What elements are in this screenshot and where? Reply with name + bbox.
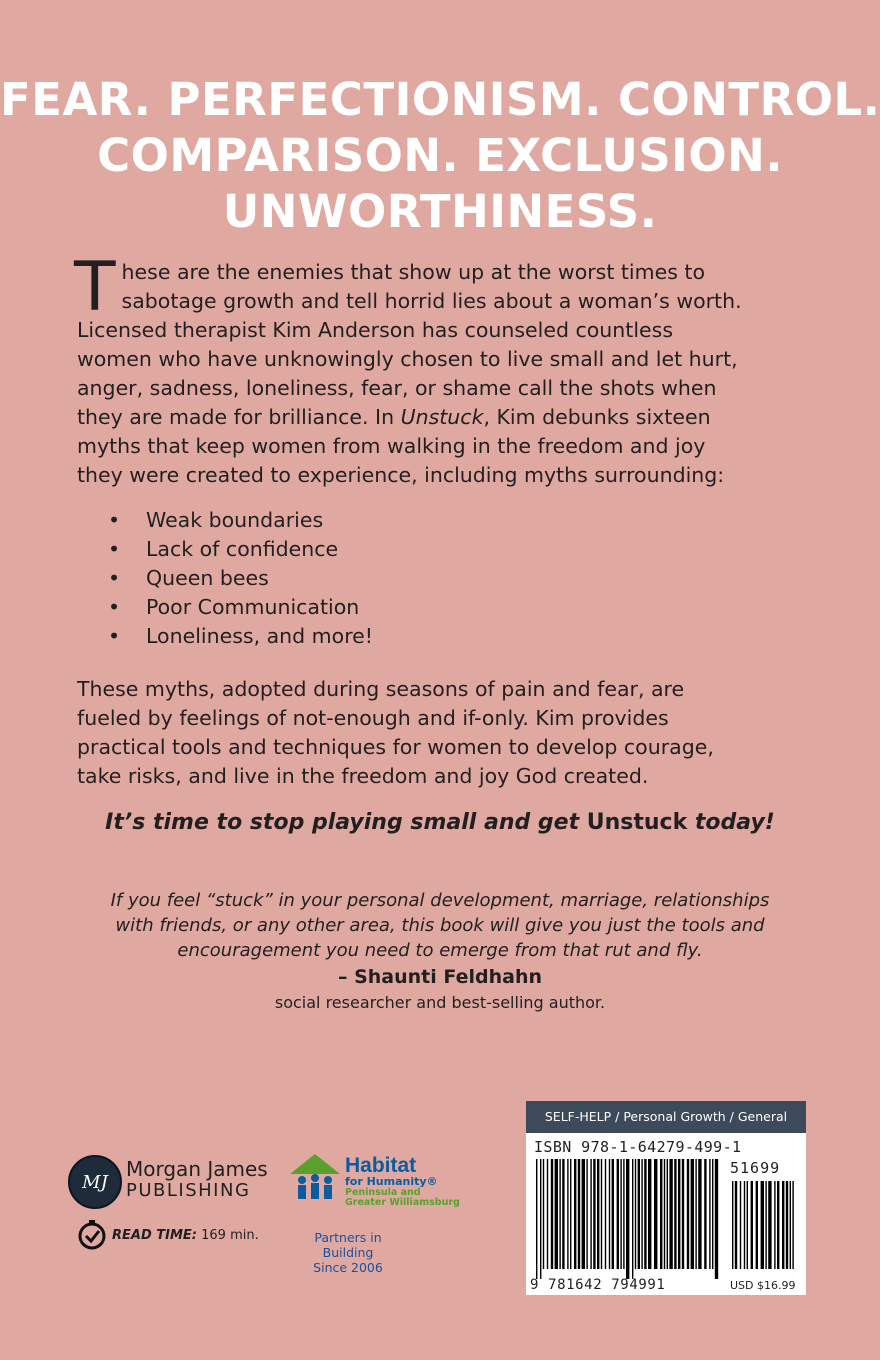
habitat-line1: Habitat: [345, 1154, 417, 1177]
barcode-bar: [605, 1159, 606, 1269]
habitat-line2: for Humanity®: [345, 1175, 438, 1188]
ean-digits: 9 781642 794991: [530, 1277, 666, 1293]
barcode-bar: [586, 1159, 587, 1269]
barcode-bar: [620, 1159, 621, 1269]
barcode-bar: [774, 1181, 775, 1269]
intro-line: hese are the enemies that show up at the worst times to: [121, 260, 705, 284]
endorsement-quote: [0, 888, 880, 963]
paragraph-line: take risks, and live in the freedom and joy God created.: [77, 764, 649, 788]
intro-text: , Kim debunks sixteen: [483, 405, 711, 429]
habitat-sub-line2: Since 2006: [313, 1260, 383, 1275]
publisher-logo-icon: MJ: [68, 1155, 122, 1209]
list-item: [108, 593, 373, 622]
tagline-book-title: Unstuck: [586, 810, 688, 835]
barcode-bar: [667, 1159, 668, 1269]
barcode-bar: [570, 1159, 571, 1269]
tagline-text: today!: [687, 810, 775, 835]
addon-number: 51699: [730, 1159, 781, 1177]
headline-line: FEAR. PERFECTIONISM. CONTROL.: [0, 73, 880, 126]
barcode-bar: [761, 1181, 764, 1269]
barcode-bar: [543, 1159, 544, 1269]
barcode-bar: [547, 1159, 548, 1269]
barcode-bar: [687, 1159, 689, 1269]
read-time-label: READ TIME:: [112, 1228, 197, 1243]
bullet-icon: •: [108, 595, 121, 619]
barcode-bar: [597, 1159, 599, 1269]
barcode-bar: [709, 1159, 710, 1269]
barcode-bar: [574, 1159, 576, 1269]
bullet-icon: •: [108, 508, 121, 532]
bullet-icon: •: [108, 624, 121, 648]
barcode-bar: [751, 1181, 753, 1269]
barcode-bar: [654, 1159, 657, 1269]
barcode-bar: [559, 1159, 560, 1269]
barcode-bar: [782, 1181, 784, 1269]
addon-barcode: [730, 1181, 798, 1279]
quote-line: If you feel “stuck” in your personal development, marriage, relationships: [110, 890, 770, 911]
isbn-text: ISBN 978-1-64279-499-1: [534, 1138, 742, 1156]
barcode-bar: [740, 1181, 741, 1269]
list-item-text: Loneliness, and more!: [146, 624, 374, 648]
headline-line: UNWORTHINESS.: [222, 185, 658, 238]
barcode-bar: [777, 1181, 779, 1269]
intro-line: women who have unknowingly chosen to live small and let hurt,: [77, 347, 738, 371]
list-item: [108, 622, 373, 651]
barcode-bar: [567, 1159, 568, 1269]
endorser-role: social researcher and best-selling author.: [274, 993, 606, 1012]
category-label: SELF-HELP / Personal Growth / General: [526, 1101, 806, 1133]
quote-line: encouragement you need to emerge from that rut and fly.: [177, 940, 703, 961]
barcode-bar: [747, 1181, 748, 1269]
barcode-bar: [626, 1159, 629, 1279]
habitat-line3: Peninsula and: [345, 1187, 421, 1198]
barcode-bar: [590, 1159, 591, 1269]
bullet-icon: •: [108, 537, 121, 561]
barcode-bar: [674, 1159, 676, 1269]
barcode-bar: [578, 1159, 580, 1269]
list-item-text: Queen bees: [146, 566, 269, 590]
list-item: [108, 535, 373, 564]
intro-line: sabotage growth and tell horrid lies about a woman’s worth.: [121, 289, 742, 313]
barcode-bar: [593, 1159, 595, 1269]
paragraph-line: fueled by feelings of not-enough and if-only. Kim provides: [77, 706, 669, 730]
intro-line: myths that keep women from walking in the freedom and joy: [77, 434, 706, 458]
barcode-bar: [644, 1159, 646, 1269]
habitat-wordmark: [345, 1156, 460, 1208]
intro-text: they are made for brilliance. In: [77, 405, 401, 429]
barcode-bar: [623, 1159, 624, 1269]
habitat-partnership: [293, 1230, 403, 1275]
endorser-name: – Shaunti Feldhahn: [337, 966, 543, 988]
barcode-bar: [582, 1159, 585, 1269]
tagline-text: It’s time to stop playing small and get: [105, 810, 587, 835]
barcode-bar: [612, 1159, 614, 1269]
second-paragraph: [77, 675, 817, 791]
paragraph-line: practical tools and techniques for women to develop courage,: [77, 735, 714, 759]
read-time-value: 169 min.: [201, 1228, 259, 1243]
habitat-house-icon: [288, 1152, 342, 1200]
list-item: [108, 564, 373, 593]
tagline: [0, 810, 880, 835]
barcode-panel: [526, 1101, 806, 1295]
intro-line: anger, sadness, loneliness, fear, or shame call the shots when: [77, 376, 717, 400]
barcode-bar: [635, 1159, 636, 1269]
headline-line: COMPARISON. EXCLUSION.: [97, 129, 783, 182]
barcode-bar: [601, 1159, 602, 1269]
barcode-bar: [551, 1159, 553, 1269]
barcode-bar: [669, 1159, 672, 1269]
list-item: [108, 506, 373, 535]
barcode-bar: [732, 1181, 733, 1269]
barcode-bar: [536, 1159, 537, 1279]
barcode-bar: [695, 1159, 696, 1269]
barcode-bar: [632, 1159, 633, 1279]
barcode-bar: [786, 1181, 788, 1269]
barcode-bar: [562, 1159, 564, 1269]
barcode-bar: [704, 1159, 706, 1269]
intro-paragraph: [74, 248, 817, 490]
bullet-icon: •: [108, 566, 121, 590]
barcode-bar: [790, 1181, 791, 1269]
quote-line: with friends, or any other area, this book will give you just the tools and: [115, 915, 765, 936]
read-time: [112, 1228, 259, 1243]
habitat-sub-line1: Partners in Building: [314, 1230, 382, 1260]
barcode-bar: [715, 1159, 718, 1279]
stopwatch-icon: [76, 1218, 108, 1250]
book-title: Unstuck: [400, 405, 484, 429]
barcode-bar: [698, 1159, 701, 1269]
publisher-name-line2: PUBLISHING: [126, 1180, 251, 1201]
barcode-bar: [641, 1159, 642, 1269]
barcode-bar: [682, 1159, 684, 1269]
barcode-bar: [768, 1181, 771, 1269]
intro-line: Licensed therapist Kim Anderson has counseled countless: [77, 318, 674, 342]
barcode-bar: [765, 1181, 766, 1269]
list-item-text: Weak boundaries: [146, 508, 324, 532]
intro-line: [77, 403, 817, 432]
barcode-bar: [660, 1159, 662, 1269]
barcode-bar: [792, 1181, 793, 1269]
barcode-bar: [648, 1159, 651, 1269]
habitat-line4: Greater Williamsburg: [345, 1197, 460, 1208]
barcode-bar: [617, 1159, 619, 1269]
barcode-bar: [540, 1159, 541, 1279]
publisher-name-line1: Morgan James: [126, 1157, 268, 1181]
barcode-bar: [678, 1159, 680, 1269]
barcode-bar: [609, 1159, 610, 1269]
myth-list: [108, 506, 373, 651]
barcode-bar: [735, 1181, 737, 1269]
intro-line: they were created to experience, including myths surrounding:: [77, 463, 725, 487]
drop-cap: T: [74, 248, 116, 327]
barcode-bar: [555, 1159, 558, 1269]
barcode-bar: [638, 1159, 640, 1269]
ean-barcode: [534, 1159, 722, 1279]
price-label: USD $16.99: [730, 1279, 796, 1292]
barcode-bar: [744, 1181, 745, 1269]
list-item-text: Poor Communication: [146, 595, 360, 619]
paragraph-line: These myths, adopted during seasons of pain and fear, are: [77, 677, 685, 701]
barcode-bar: [712, 1159, 713, 1269]
publisher-name: [126, 1158, 268, 1202]
list-item-text: Lack of confidence: [146, 537, 339, 561]
barcode-bar: [691, 1159, 694, 1269]
barcode-bar: [664, 1159, 665, 1269]
barcode-bar: [756, 1181, 758, 1269]
headline: [0, 72, 880, 240]
